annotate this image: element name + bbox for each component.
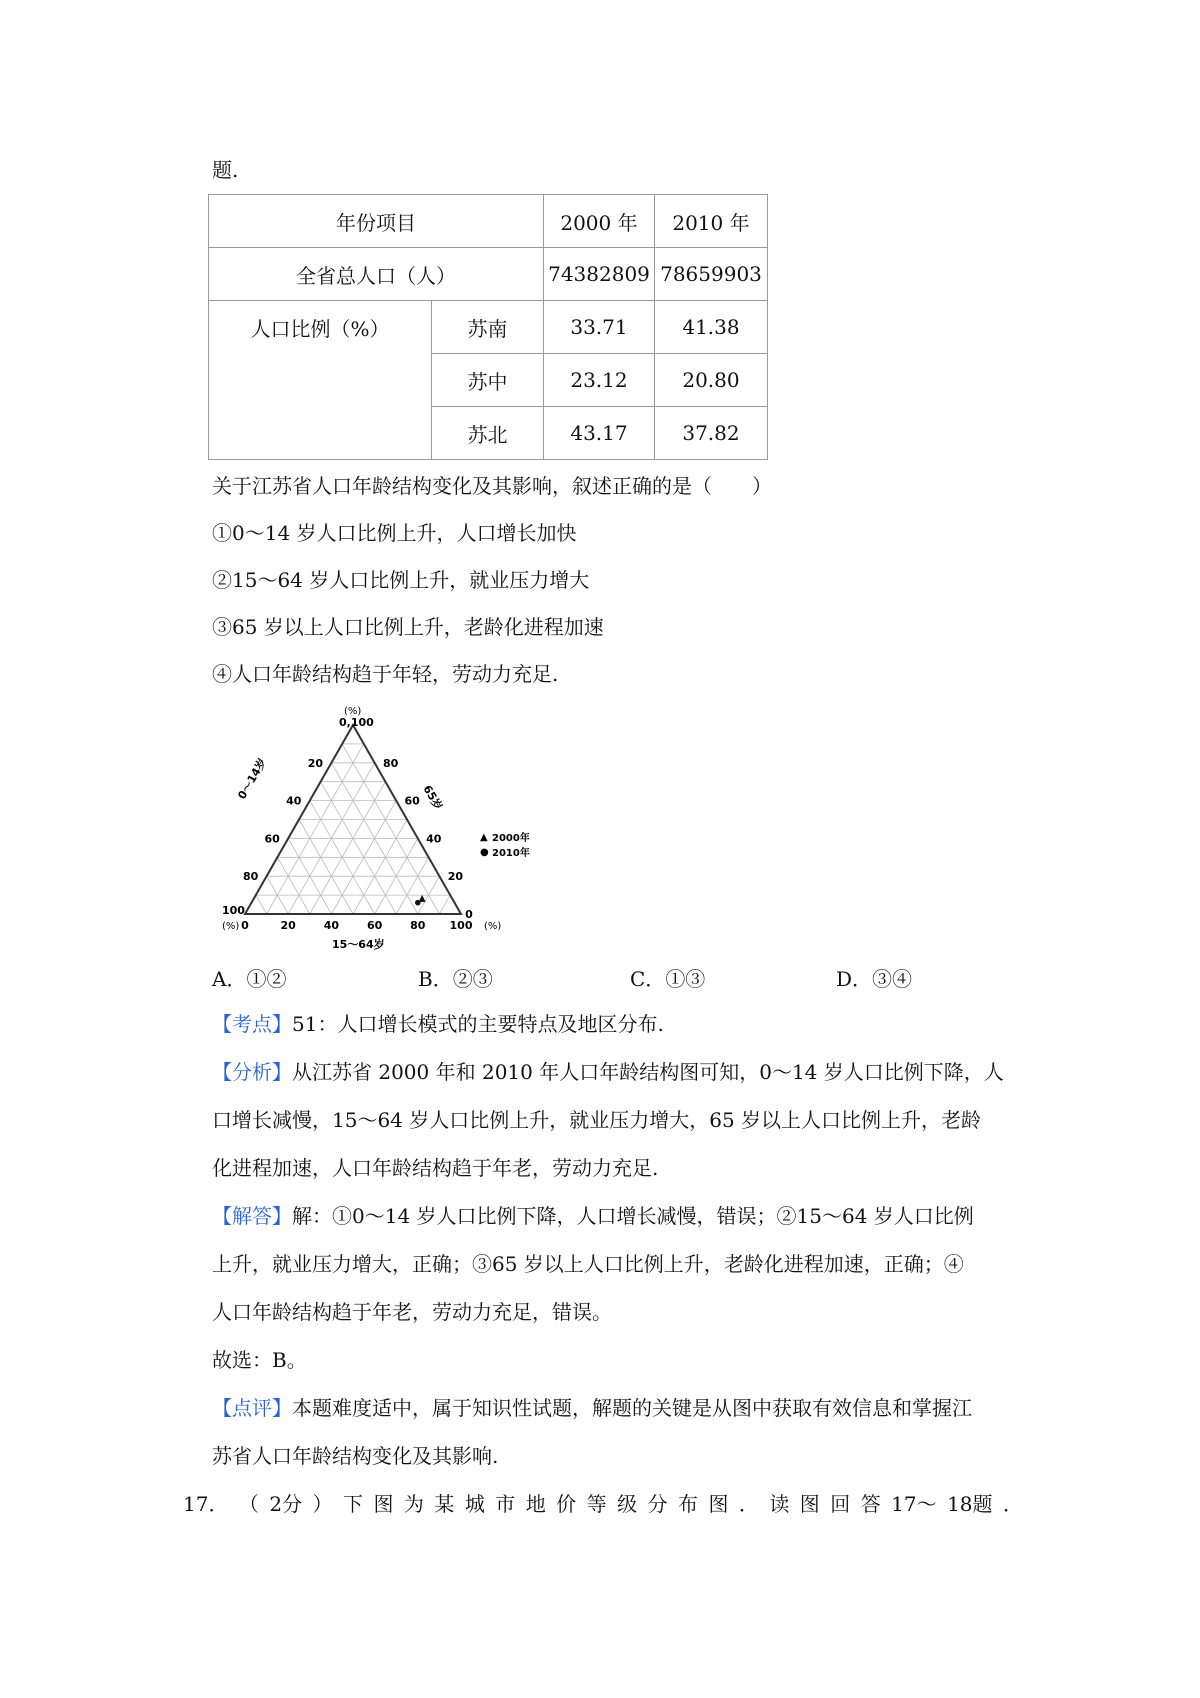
kaodian-line xyxy=(212,1010,664,1038)
q17-token: 17． xyxy=(183,1492,229,1516)
right-tick: 80 xyxy=(382,756,399,770)
q17-token: 读 xyxy=(769,1492,790,1516)
q17-token: 级 xyxy=(617,1492,638,1516)
point-2010 xyxy=(415,900,421,906)
header-item: 年份项目 xyxy=(209,195,544,248)
top-label: 0,100 xyxy=(339,716,374,729)
legend-2000-marker: ▲ xyxy=(480,832,488,843)
region-2000: 33.71 xyxy=(544,301,655,354)
fenxi-line-2: 口增长减慢，15～64 岁人口比例上升，就业压力增大，65 岁以上人口比例上升，老龄 xyxy=(212,1108,982,1132)
ternary-grid xyxy=(256,744,450,914)
region-2000: 23.12 xyxy=(544,354,655,407)
ternary-diagram xyxy=(200,700,540,960)
total-2000: 74382809 xyxy=(544,248,655,301)
statement-2: ②15～64 岁人口比例上升，就业压力增大 xyxy=(212,568,590,592)
legend-2010-label: 2010年 xyxy=(492,848,530,859)
legend-2000-label: 2000年 xyxy=(492,833,530,844)
fenxi-tag: 【分析】 xyxy=(212,1060,292,1084)
q17-token: 图 xyxy=(708,1492,729,1516)
jieda-text: 解：①0～14 岁人口比例下降，人口增长减慢，错误；②15～64 岁人口比例 xyxy=(292,1204,974,1228)
option-b[interactable] xyxy=(418,963,493,992)
option-d[interactable] xyxy=(836,963,912,992)
region-name: 苏中 xyxy=(432,354,544,407)
region-name: 苏北 xyxy=(432,407,544,460)
dianping-tag: 【点评】 xyxy=(212,1396,292,1420)
total-label: 全省总人口（人） xyxy=(209,248,544,301)
jieda-line-1 xyxy=(212,1202,974,1230)
grid-line xyxy=(310,782,386,914)
q17-token: 为 xyxy=(403,1492,424,1516)
option-value: ③④ xyxy=(872,967,913,991)
option-a[interactable] xyxy=(212,963,286,992)
bottom-tick: 40 xyxy=(323,919,340,932)
fenxi-text: 从江苏省 2000 年和 2010 年人口年龄结构图可知，0～14 岁人口比例下降，人 xyxy=(292,1060,1004,1084)
jieda-tag: 【解答】 xyxy=(212,1204,292,1228)
statement-1: ①0～14 岁人口比例上升，人口增长加快 xyxy=(212,521,577,545)
bottom-axis-title: 15～64岁 xyxy=(332,938,385,951)
dianping-line-1 xyxy=(212,1394,972,1422)
region-name: 苏南 xyxy=(432,301,544,354)
kaodian-tag: 【考点】 xyxy=(212,1012,292,1036)
right-tick: 40 xyxy=(426,832,442,846)
q17-token: 2分 xyxy=(269,1492,303,1516)
q17-token: 布 xyxy=(677,1492,698,1516)
q17-token: 某 xyxy=(434,1492,455,1516)
bottom-tick: 100 xyxy=(449,919,473,932)
option-value: ①② xyxy=(246,967,287,991)
q17-token: 等 xyxy=(586,1492,607,1516)
header-2010: 2010 年 xyxy=(655,195,768,248)
option-c[interactable] xyxy=(630,963,705,992)
legend-2010-marker: ● xyxy=(480,847,489,858)
left-axis-title: 0～14岁 xyxy=(235,756,270,802)
bottom-tick: 80 xyxy=(410,919,426,932)
left-tick: 20 xyxy=(307,756,324,770)
q17-token: 分 xyxy=(647,1492,668,1516)
q17-token: 图 xyxy=(373,1492,394,1516)
region-2010: 37.82 xyxy=(655,407,768,460)
answer-line: 故选：B。 xyxy=(212,1348,307,1372)
total-2010: 78659903 xyxy=(655,248,768,301)
fenxi-line-3: 化进程加速，人口年龄结构趋于年老，劳动力充足. xyxy=(212,1156,659,1180)
bottom-tick: 20 xyxy=(280,919,296,932)
grid-line xyxy=(277,857,309,914)
grid-line xyxy=(439,895,450,914)
q17-token: （ xyxy=(238,1492,259,1516)
bottom-tick: 60 xyxy=(366,919,383,932)
grid-line xyxy=(321,782,397,914)
kaodian-text: 51：人口增长模式的主要特点及地区分布. xyxy=(292,1012,664,1036)
question-text: 关于江苏省人口年龄结构变化及其影响，叙述正确的是（ ） xyxy=(212,474,772,498)
q17-token: 答 xyxy=(860,1492,881,1516)
region-2010: 20.80 xyxy=(655,354,768,407)
region-2000: 43.17 xyxy=(544,407,655,460)
population-table xyxy=(208,194,768,460)
q17-token: 图 xyxy=(799,1492,820,1516)
grid-line xyxy=(299,820,353,915)
jieda-line-3: 人口年龄结构趋于年老，劳动力充足，错误。 xyxy=(212,1300,612,1324)
right-tick: 0 xyxy=(465,908,473,921)
option-value: ②③ xyxy=(452,967,493,991)
statement-3: ③65 岁以上人口比例上升，老龄化进程加速 xyxy=(212,615,604,639)
top-unit: (%) xyxy=(344,706,362,717)
dianping-line-2: 苏省人口年龄结构变化及其影响. xyxy=(212,1444,499,1468)
right-axis-title: 65岁 xyxy=(420,783,445,813)
q17-token: ． xyxy=(738,1492,759,1516)
left-tick: 40 xyxy=(286,794,302,808)
question-17 xyxy=(183,1488,1023,1517)
statement-4: ④人口年龄结构趋于年轻，劳动力充足. xyxy=(212,662,559,686)
bottom-left-unit: (%) xyxy=(222,921,240,932)
header-2000: 2000 年 xyxy=(544,195,655,248)
ternary-ticks xyxy=(241,757,473,932)
q17-token: 市 xyxy=(495,1492,516,1516)
q17-token: 下 xyxy=(343,1492,363,1516)
ratio-label: 人口比例（%） xyxy=(209,301,432,460)
grid-line xyxy=(396,857,428,914)
bottom-tick: 0 xyxy=(241,919,249,932)
left-tick: 80 xyxy=(242,870,259,884)
right-tick: 20 xyxy=(447,870,464,884)
jieda-line-2: 上升，就业压力增大，正确；③65 岁以上人口比例上升，老龄化进程加速，正确；④ xyxy=(212,1252,964,1276)
bottom-right-unit: (%) xyxy=(484,921,502,932)
option-letter: C． xyxy=(630,967,666,991)
q17-token: ） xyxy=(312,1492,333,1516)
grid-line xyxy=(256,895,267,914)
right-tick: 60 xyxy=(404,794,420,808)
left-tick: 60 xyxy=(264,832,280,846)
option-letter: A． xyxy=(212,967,247,991)
fenxi-line-1 xyxy=(212,1058,1004,1086)
dianping-text: 本题难度适中，属于知识性试题，解题的关键是从图中获取有效信息和掌握江 xyxy=(292,1396,972,1420)
q17-token: 城 xyxy=(464,1492,485,1516)
q17-token: 地 xyxy=(525,1492,546,1516)
left-tick: 100 xyxy=(222,904,245,917)
intro-fragment: 题. xyxy=(212,158,239,182)
option-value: ①③ xyxy=(665,967,706,991)
option-letter: B． xyxy=(418,967,453,991)
q17-token: ． xyxy=(1002,1492,1023,1516)
q17-token: 18题 xyxy=(947,1492,993,1516)
grid-line xyxy=(353,820,407,915)
option-letter: D． xyxy=(836,967,873,991)
region-2010: 41.38 xyxy=(655,301,768,354)
q17-token: 17～ xyxy=(891,1492,937,1516)
q17-token: 回 xyxy=(830,1492,851,1516)
q17-token: 价 xyxy=(556,1492,577,1516)
